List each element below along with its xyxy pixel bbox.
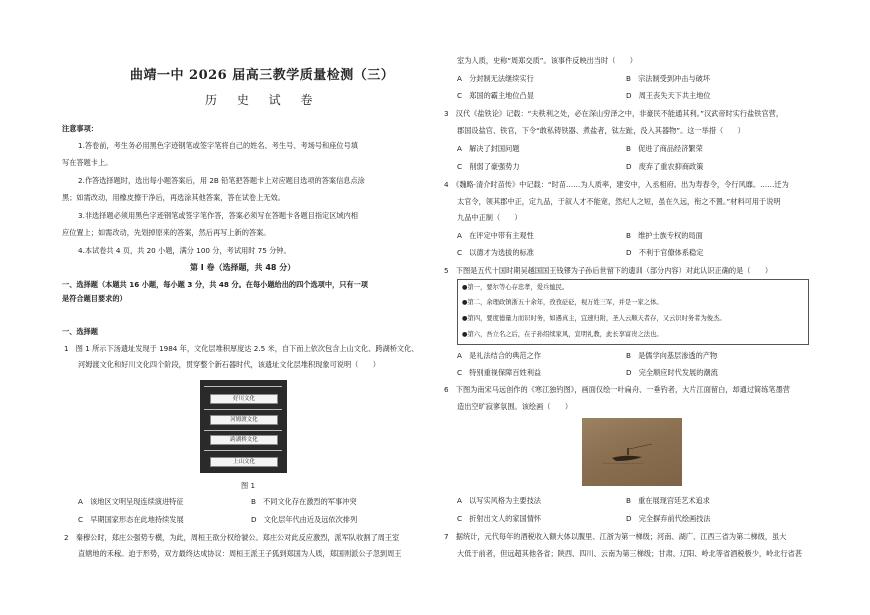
testament-box: [457, 279, 809, 345]
q6-option-b[interactable]: B 重在展现宫廷艺术追求: [626, 496, 710, 505]
question-2-stem: 室为人质，史称“周郑交质”。该事件反映出当时（ ）: [457, 56, 637, 65]
q4-option-b[interactable]: B 维护士族专权的局面: [626, 231, 703, 240]
section-label: 一、选择题: [62, 327, 98, 336]
q2-option-c[interactable]: C 郑国的霸主地位凸显: [457, 91, 534, 100]
q6-option-a[interactable]: A 以写实风格为主要技法: [457, 496, 541, 505]
note-line: 1.答卷前，考生务必用黑色字迹钢笔或签字笔将自己的姓名、考生号、考场号和座位号填: [78, 141, 358, 150]
testament-item: ●第一，要尔等心存忠孝，爱兵恤民。: [462, 284, 569, 291]
question-3-stem: 郡国设盐官、铁官，下令“敢私铸铁器、煮盐者，钛左趾，没入其器物”。这一举措（ ）: [457, 126, 745, 135]
question-2-stem: 2 秦穆公时，郑庄公强势专横，为此，周桓王欲分权给虢公。郑庄公对此反应激烈，派军队收割了周王室: [64, 533, 400, 542]
q5-option-c[interactable]: C 特别重视保障百姓利益: [457, 368, 542, 377]
question-6-stem: 造出空旷寂寥氛围。该绘画（ ）: [457, 402, 573, 411]
q1-option-c[interactable]: C 早期国家形态在此地持续发展: [78, 515, 184, 524]
q6-option-c[interactable]: C 折射出文人的家国情怀: [457, 514, 542, 523]
question-1-stem: 1 图 1 所示下汤遗址发现于 1984 年，文化层堆积厚度达 2.5 米，自下而上依次包含上山文化、跨湖桥文化、: [64, 344, 419, 353]
question-1-stem: 河姆渡文化和好川文化四个阶段，贯穿整个新石器时代，该遗址文化层堆积现象可说明（ ）: [78, 360, 380, 369]
question-3-stem: 3 汉代《盐铁论》记载：“夫秩利之处，必在深山穷泽之中，非豪民不能通其利。”汉武帝时实行盐铁官营，: [444, 109, 784, 118]
note-line: 应位置上；如需改动，先划掉原来的答案，然后再写上新的答案。: [62, 228, 271, 237]
section-title: 第 Ⅰ 卷（选择题，共 48 分）: [190, 263, 296, 272]
note-line: 2.作答选择题时，选出每小题答案后，用 2B 铅笔把答题卡上对应题目选项的答案信息点涂: [78, 176, 365, 185]
q5-option-d[interactable]: D 完全顺应时代发展的潮流: [626, 368, 718, 377]
testament-item: ●第四，要度德量力而识时务，如遇真主，宜速归附，圣人云顺天者存，又云识时务者为俊杰。: [462, 315, 726, 322]
question-4-stem: 太官令，领其郡中正，定九品，于叙人才不能宽，然纪人之短，虽在久远，衔之不置。”材料可用于说明: [457, 197, 781, 206]
q2-option-d[interactable]: D 周王丧失天下共主地位: [626, 91, 711, 100]
question-4-stem: 4 《魏略·清介时苗传》中记载：“时苗……为人质率，建安中，入丞相府。出为寿春令，令行风靡。……迁为: [444, 180, 789, 189]
q6-option-d[interactable]: D 完全摒弃前代绘画技法: [626, 514, 711, 523]
q4-option-a[interactable]: A 在评定中带有主观性: [457, 231, 534, 240]
question-2-stem: 直辖地的禾稼。迫于形势，双方最终达成协议：周桓王派王子狐到郑国为人质，郑国则派公子忽到周王: [78, 549, 402, 558]
q2-option-a[interactable]: A 分封制无法继续实行: [457, 74, 534, 83]
q1-option-b[interactable]: B 不同文化存在激烈的军事冲突: [251, 497, 357, 506]
section-intro: 是符合题目要求的）: [62, 294, 127, 303]
q5-option-a[interactable]: A 是礼法结合的典范之作: [457, 351, 541, 360]
q4-option-c[interactable]: C 以德才为选拔的标准: [457, 248, 534, 257]
cold-river-fishing-painting: [582, 418, 682, 486]
section-intro: 一、选择题（本题共 16 小题，每小题 3 分，共 48 分。在每小题给出的四个选项中，只有一项: [62, 280, 368, 289]
testament-item: ●第六，吾立名之后，在子孙绍续家风，宣明礼教，此长享富贵之法也。: [462, 331, 663, 338]
q2-option-b[interactable]: B 宗法制受到冲击与破坏: [626, 74, 710, 83]
stratum-label: 好川文化: [210, 394, 278, 404]
q1-option-d[interactable]: D 文化层年代由近及远依次排列: [251, 515, 358, 524]
stratum-label: 跨湖桥文化: [210, 435, 278, 445]
page-title: 曲靖一中 2026 届高三教学质量检测（三）: [130, 68, 395, 83]
note-line: 写在答题卡上。: [62, 158, 113, 167]
q3-option-a[interactable]: A 解决了封国问题: [457, 144, 520, 153]
note-line: 3.非选择题必须用黑色字迹钢笔或签字笔作答，答案必须写在答题卡各题目指定区域内相: [78, 211, 358, 220]
notes-heading: 注意事项：: [62, 124, 98, 133]
question-7-stem: 大低于前者，但远超其他各省；陕西、四川、云南为第三梯级；甘肃、辽阳、岭北等省酒税极少，岭北行省甚: [457, 549, 803, 558]
page-subtitle: 历 史 试 卷: [205, 93, 321, 107]
q4-option-d[interactable]: D 不利于官僚体系稳定: [626, 248, 704, 257]
note-line: 黑；如需改动，用橡皮擦干净后，再选涂其他答案，答在试卷上无效。: [62, 193, 285, 202]
q3-option-b[interactable]: B 促进了商品经济繁荣: [626, 144, 703, 153]
question-5-stem: 5 下图是五代十国时期吴越国国王钱镠为子孙后世留下的遗训（部分内容）对此认识正确的是（ ）: [444, 266, 773, 275]
q1-option-a[interactable]: A 该地区文明呈现连续演进特征: [78, 497, 184, 506]
q3-option-d[interactable]: D 废弃了重农抑商政策: [626, 162, 704, 171]
figure-1-caption: 图 1: [241, 481, 256, 490]
question-6-stem: 6 下图为南宋马远创作的《寒江独钓图》，画面仅绘一叶扁舟、一垂钓者，大片江面留白，却通过简练笔墨营: [444, 385, 790, 394]
testament-item: ●第二，余理政镇浙五十余年，孜孜砭砭，视万姓三军，并是一家之体。: [462, 299, 663, 306]
figure-1-strata-image: [200, 380, 287, 473]
question-7-stem: 7 据统计，元代每年的酒税收入额大体以腹里、江浙为第一梯级；河南、湖广、江西三省为第二梯级，虽大: [444, 532, 787, 541]
question-4-stem: 九品中正制（ ）: [457, 213, 522, 222]
stratum-label: 上山文化: [210, 457, 278, 467]
q5-option-b[interactable]: B 是儒学向基层渗透的产物: [626, 351, 718, 360]
stratum-label: 河姆渡文化: [210, 415, 278, 425]
note-line: 4.本试卷共 4 页，共 20 小题，满分 100 分，考试用时 75 分钟。: [78, 246, 291, 255]
q3-option-c[interactable]: C 削弱了豪强势力: [457, 162, 520, 171]
